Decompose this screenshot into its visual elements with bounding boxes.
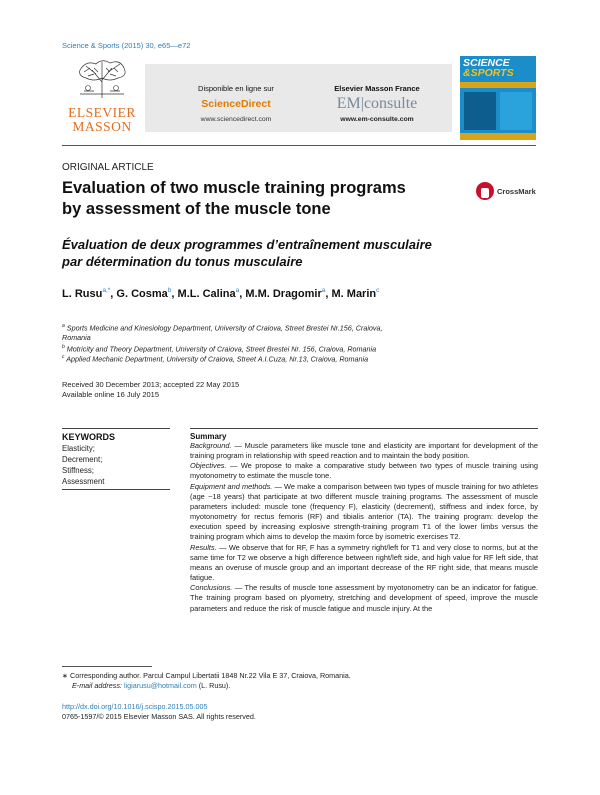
corresponding-author-footnote bbox=[62, 671, 532, 691]
author-list bbox=[62, 287, 379, 300]
email-suffix: (L. Rusu). bbox=[196, 681, 231, 690]
author-separator: , bbox=[325, 288, 332, 300]
author-name[interactable]: M.L. Calina bbox=[177, 288, 236, 300]
author-affiliation-ref[interactable]: a bbox=[235, 287, 240, 294]
available-online-label: Disponible en ligne sur bbox=[198, 84, 274, 93]
cover-image-right bbox=[500, 92, 532, 130]
author-affiliation-ref[interactable]: b bbox=[167, 287, 172, 294]
summary-results: Results. — We observe that for RF, F has a symmetry right/left for T1 and very close to norms, but at the same time for T2 we observe a high difference between right/left side, and high value for RF left side, that means an overuse of muscle group and an important decrease of the RF right side, that means muscle fatigue. bbox=[190, 542, 538, 583]
summary-conclusions: Conclusions. — The results of muscle tone assessment by myotonometry can be an indicator for fatigue. The training program based on plyometry, stretching and development of speed, improve the muscle parameters and reduce the risk of muscle fatigue and muscle injury. At the bbox=[190, 583, 538, 613]
header-divider bbox=[62, 145, 536, 146]
cover-title: SCIENCE &SPORTS bbox=[463, 57, 514, 79]
crossmark-label: CrossMark bbox=[497, 187, 536, 196]
author-name[interactable]: G. Cosma bbox=[116, 288, 168, 300]
cover-band bbox=[460, 82, 536, 88]
author-email-link[interactable]: ligiarusu@hotmail.com bbox=[123, 681, 197, 690]
keywords-bottom-rule bbox=[62, 489, 170, 490]
keyword: Decrement; bbox=[62, 455, 103, 464]
author-affiliation-ref[interactable]: a,* bbox=[102, 287, 111, 294]
elsevier-masson-france-label: Elsevier Masson France bbox=[334, 84, 420, 93]
affiliation-b: $^b$ Motricity and Theory Department, University of Craiova, Street Brestei Nr. 156, Craiova, Romania bbox=[62, 344, 377, 354]
affiliation-c: $^c$ Applied Mechanic Department, University of Craiova, Street A.I.Cuza, Nr.13, Craiova, Romania bbox=[62, 354, 369, 364]
summary-background: Background. — Muscle parameters like muscle tone and elasticity are important for development of the training program in relationship with speed reaction and to maintain the body position. bbox=[190, 441, 538, 461]
sciencedirect-url[interactable]: www.sciencedirect.com bbox=[200, 116, 272, 123]
keywords-list bbox=[62, 443, 104, 487]
elsevier-wordmark: ELSEVIER bbox=[68, 105, 136, 120]
author-name[interactable]: M.M. Dragomir bbox=[245, 288, 322, 300]
article-title: Evaluation of two muscle training programs by assessment of the muscle tone bbox=[62, 179, 406, 218]
keywords-top-rule bbox=[62, 428, 170, 429]
publisher-banner bbox=[62, 56, 536, 140]
keyword: Stiffness; bbox=[62, 466, 94, 475]
author-separator: , bbox=[110, 288, 117, 300]
elsevier-tree-icon bbox=[76, 58, 128, 98]
author-affiliation-ref[interactable]: a bbox=[321, 287, 326, 294]
summary-heading: Summary bbox=[190, 432, 227, 441]
affiliation-a: $^a$ Sports Medicine and Kinesiology Department, University of Craiova, Street Brestei Nr.156, Craiova, Romania bbox=[62, 323, 383, 342]
author-name[interactable]: L. Rusu bbox=[62, 288, 103, 300]
crossmark-badge[interactable] bbox=[476, 180, 538, 204]
em-consulte-url[interactable]: www.em-consulte.com bbox=[340, 116, 414, 123]
author-separator: , bbox=[239, 288, 246, 300]
availability-box bbox=[145, 64, 452, 132]
author-affiliation-ref[interactable]: c bbox=[376, 287, 380, 294]
author-separator: , bbox=[171, 288, 178, 300]
cover-image-left bbox=[464, 92, 496, 130]
journal-reference[interactable]: Science & Sports (2015) 30, e65—e72 bbox=[62, 41, 191, 50]
footnote-rule bbox=[62, 666, 152, 667]
keywords-heading: KEYWORDS bbox=[62, 432, 116, 442]
email-label: E-mail address: bbox=[72, 681, 122, 690]
elsevier-masson-logo bbox=[62, 56, 142, 140]
summary-objectives: Objectives. — We propose to make a comparative study between two types of muscle training using myotonometry to estimate the muscle tone. bbox=[190, 461, 538, 481]
crossmark-icon bbox=[476, 182, 494, 200]
article-subtitle-french: Évaluation de deux programmes d’entraînement musculaire par détermination du tonus musculaire bbox=[62, 237, 432, 269]
author-name[interactable]: M. Marin bbox=[331, 288, 377, 300]
corresponding-author: ∗ Corresponding author. Parcul Campul Libertatii 1848 Nr.22 Vila E 37, Craiova, Romania. bbox=[62, 671, 351, 680]
article-history bbox=[62, 380, 239, 400]
abstract-summary bbox=[190, 441, 538, 657]
summary-top-rule bbox=[190, 428, 538, 429]
doi-link[interactable]: http://dx.doi.org/10.1016/j.scispo.2015.05.005 bbox=[62, 702, 208, 711]
copyright-notice: 0765-1597/© 2015 Elsevier Masson SAS. All rights reserved. bbox=[62, 712, 256, 721]
received-date: Received 30 December 2013; accepted 22 May 2015 bbox=[62, 380, 240, 389]
cover-footer-band bbox=[460, 133, 536, 140]
sciencedirect-logo[interactable]: ScienceDirect bbox=[201, 98, 271, 110]
keyword: Assessment bbox=[62, 477, 105, 486]
em-consulte-logo[interactable]: EM|consulte bbox=[336, 95, 418, 112]
summary-methods: Equipment and methods. — We make a comparison between two types of muscle training for two athletes (age ~18 years) that participate at two different muscle training programs. The assessment of muscle parameters included: muscle tone (frequency F), elasticity (decrement), stiffness and index force, by myotonometry for rectus femoris (RF) and tibialis anterior (TA). The training program: develop the execution speed by increasing explosive strength-training program T1 of the lower limbs versus the training program which aims to develop the maxim force by isometric exercises T2. bbox=[190, 481, 538, 542]
article-type: ORIGINAL ARTICLE bbox=[62, 162, 154, 173]
journal-cover-thumbnail[interactable] bbox=[460, 56, 536, 140]
masson-wordmark: MASSON bbox=[72, 119, 132, 134]
online-date: Available online 16 July 2015 bbox=[62, 390, 160, 399]
keyword: Elasticity; bbox=[62, 444, 95, 453]
